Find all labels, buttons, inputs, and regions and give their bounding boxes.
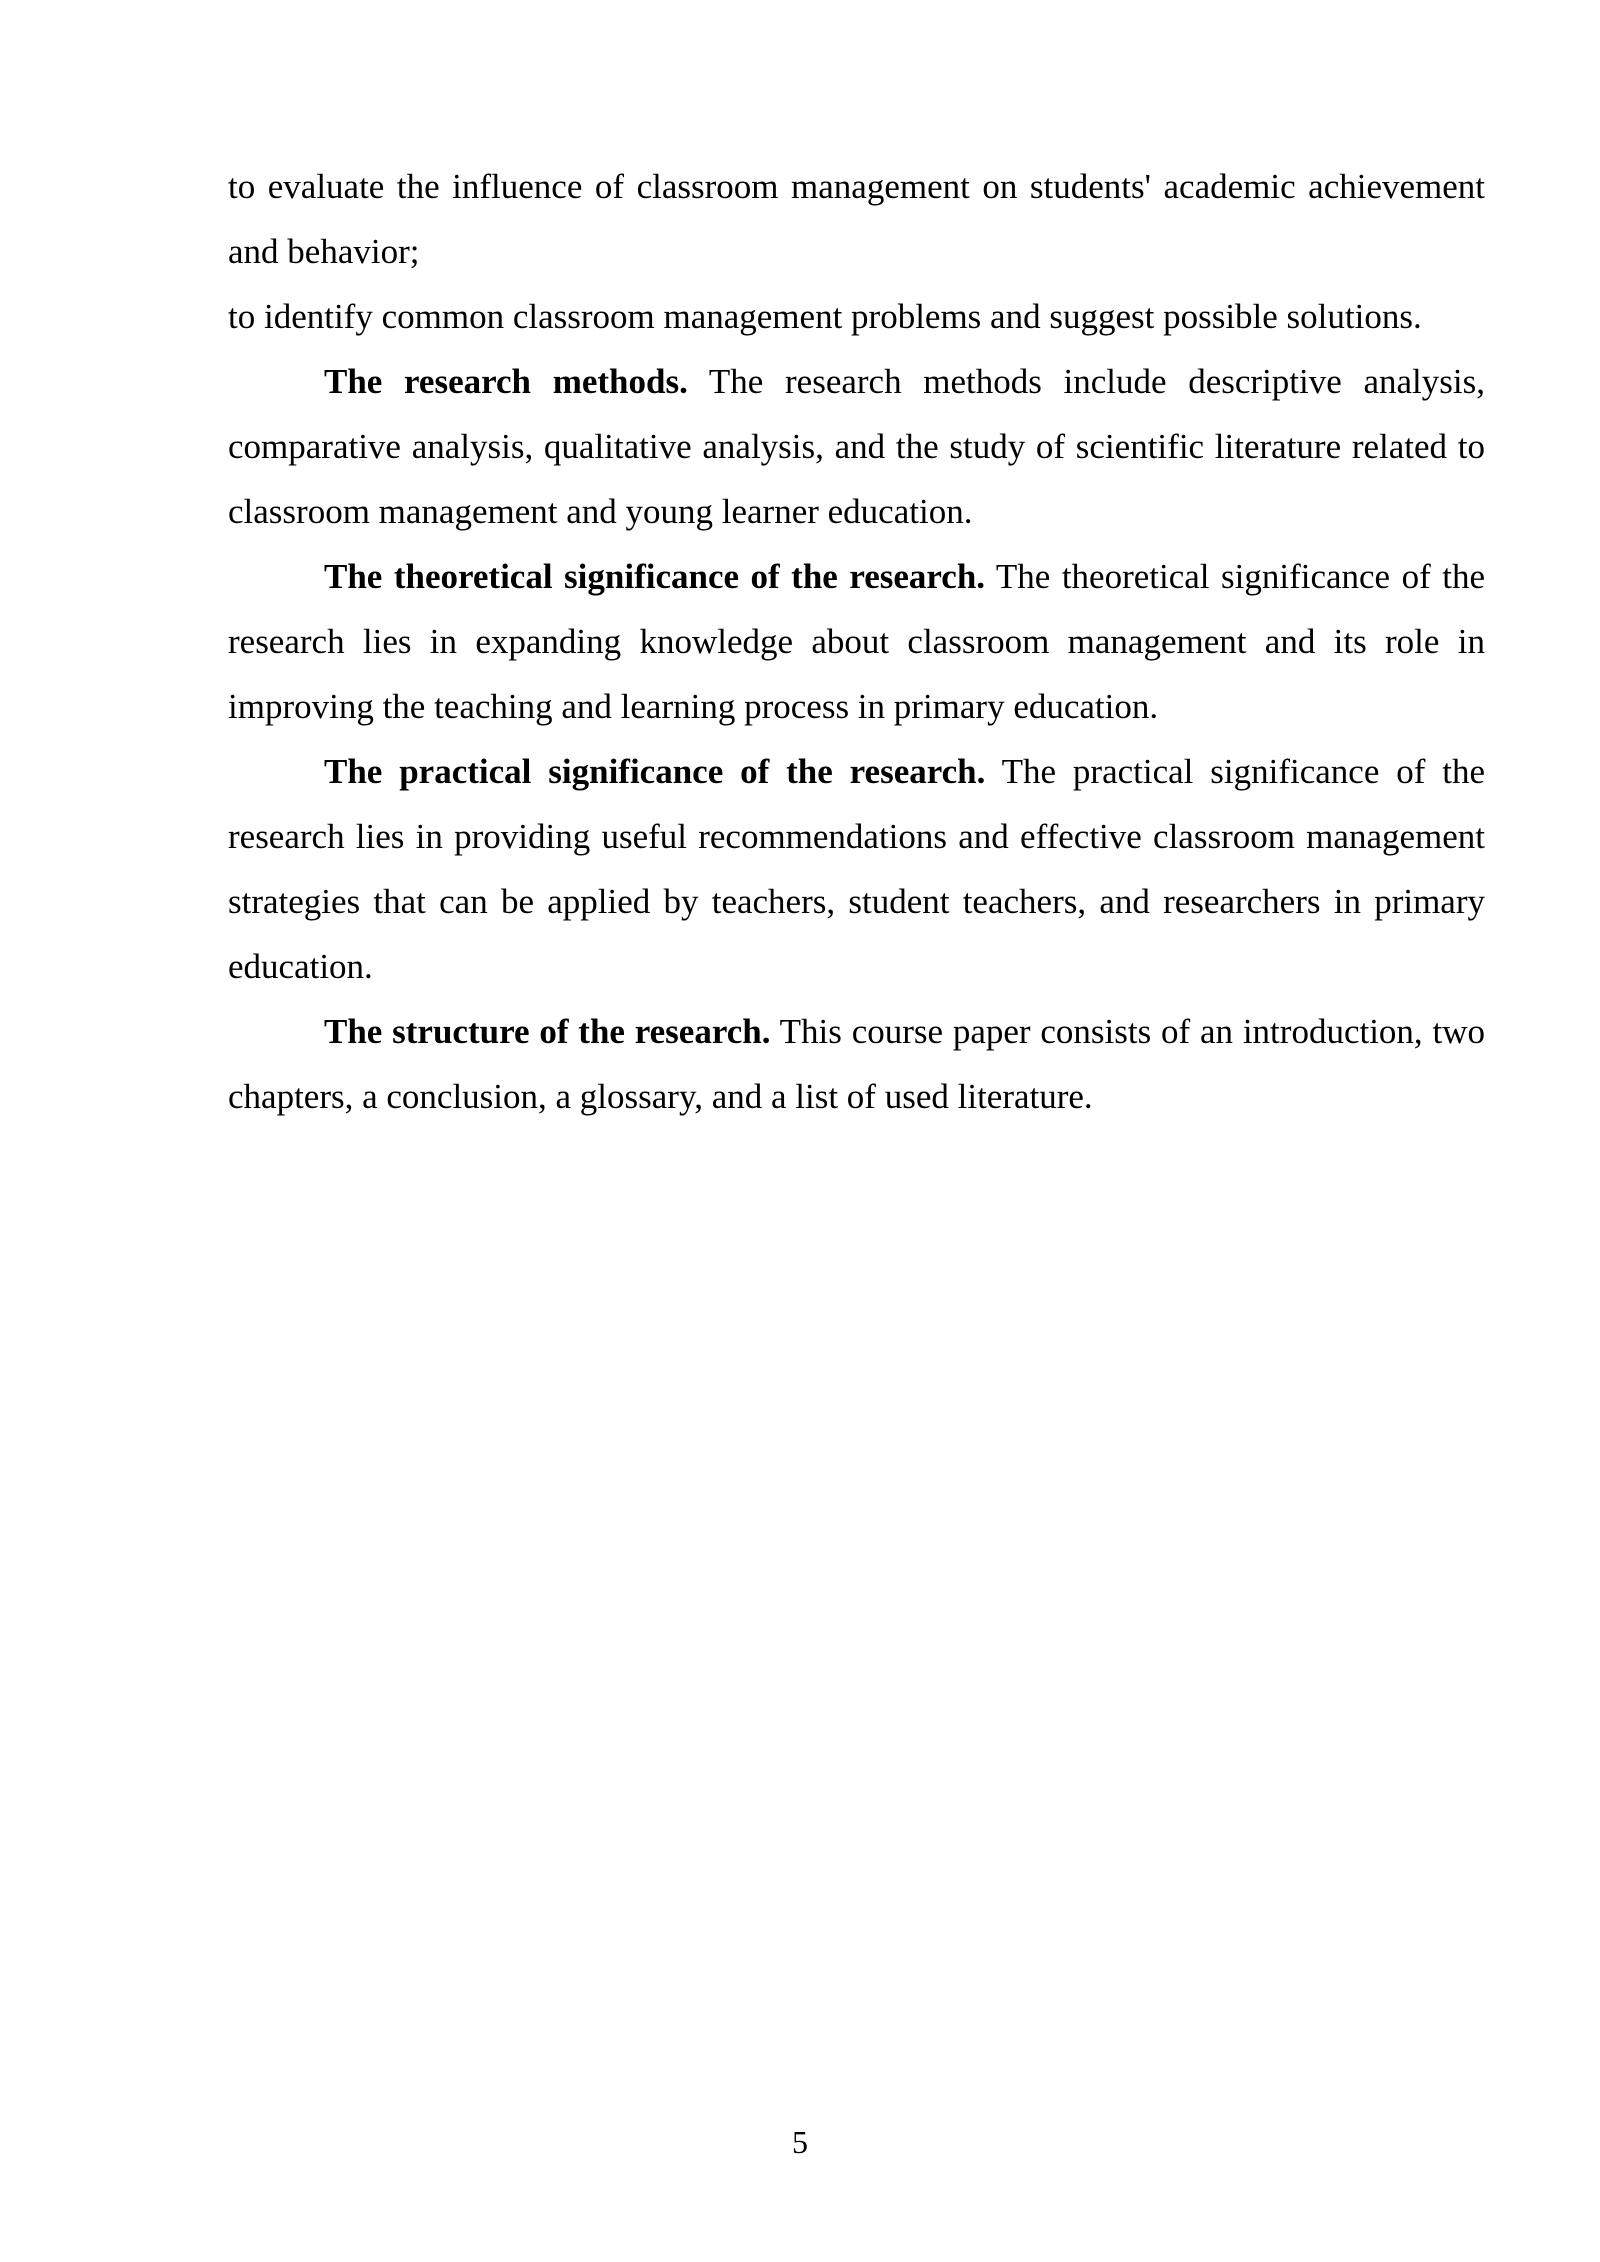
list-item: to evaluate the influence of classroom management on students' academic achievement and behavior; [228, 167, 1485, 271]
paragraph-text: The research methods include descriptive analysis, comparative analysis, qualitative analysis, and the study of scientific literature related to classroom management and young learner education. [228, 362, 1485, 531]
page-number: 5 [792, 2124, 808, 2160]
paragraph-text: This course paper consists of an introduction, two chapters, a conclusion, a glossary, and a list of used literature. [228, 1012, 1485, 1116]
practical-significance-paragraph [228, 739, 1485, 999]
paragraph-text: The theoretical significance of the research lies in expanding knowledge about classroom management and its role in improving the teaching and learning process in primary education. [228, 557, 1485, 726]
theoretical-significance-paragraph [228, 544, 1485, 739]
research-methods-paragraph [228, 349, 1485, 544]
structure-paragraph [228, 999, 1485, 1129]
document-body [228, 154, 1485, 1129]
paragraph-text: The practical significance of the research lies in providing useful recommendations and effective classroom management strategies that can be applied by teachers, student teachers, and researchers in primary education. [228, 752, 1485, 986]
paragraph-lead: The structure of the research. [324, 1012, 771, 1051]
paragraph-lead: The practical significance of the research. [324, 752, 986, 791]
paragraph-lead: The theoretical significance of the research. [324, 557, 986, 596]
list-item: to identify common classroom management problems and suggest possible solutions. [228, 297, 1422, 336]
paragraph-lead: The research methods. [324, 362, 688, 401]
